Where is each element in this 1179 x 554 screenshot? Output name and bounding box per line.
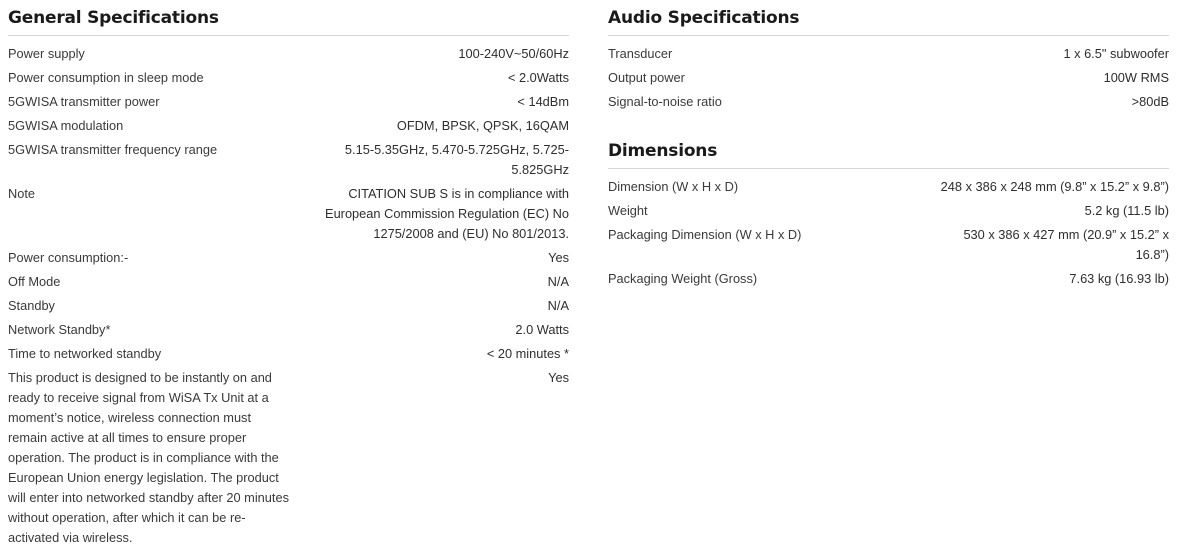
audio-specifications-heading: Audio Specifications: [608, 0, 1169, 36]
spec-value: CITATION SUB S is in compliance with European Commission Regulation (EC) No 1275/2008 and (EU) No 801/2013.: [325, 186, 569, 241]
spec-value: < 20 minutes *: [486, 346, 569, 361]
spec-row-network-standby: [8, 320, 569, 344]
spec-label: Power consumption:-: [8, 250, 129, 265]
dimensions-spec-list: [608, 169, 1169, 293]
spec-row-power-supply: [8, 44, 569, 68]
dimensions-section: [608, 133, 1169, 293]
spec-value: 5.2 kg (11.5 lb): [1084, 203, 1169, 218]
spec-row-standby: [8, 296, 569, 320]
spec-value: < 2.0Watts: [507, 70, 569, 85]
spec-row-output-power: [608, 68, 1169, 92]
spec-label: Standby: [8, 298, 55, 313]
spec-value: 248 x 386 x 248 mm (9.8” x 15.2” x 9.8”): [940, 179, 1169, 194]
spec-row-off-mode: [8, 272, 569, 296]
spec-value: 1 x 6.5" subwoofer: [1063, 46, 1169, 61]
spec-label: 5GWISA transmitter frequency range: [8, 142, 218, 157]
spec-row-packaging-dimension: [608, 225, 1169, 269]
spec-value: N/A: [547, 274, 569, 289]
spec-row-packaging-weight: [608, 269, 1169, 293]
spec-value: Yes: [548, 370, 569, 385]
spec-row-note: [8, 184, 569, 248]
spec-label: Output power: [608, 70, 685, 85]
spec-row-modulation: [8, 116, 569, 140]
spec-value: 100W RMS: [1103, 70, 1169, 85]
spec-label: Note: [8, 186, 36, 201]
spec-label: Off Mode: [8, 274, 61, 289]
spec-label: Packaging Weight (Gross): [608, 271, 758, 286]
spec-value: 530 x 386 x 427 mm (20.9” x 15.2” x 16.8”): [963, 227, 1169, 262]
spec-value: < 14dBm: [517, 94, 569, 109]
spec-row-instant-on-description: [8, 368, 569, 552]
right-column: [608, 0, 1169, 293]
general-specifications-section: [8, 0, 569, 552]
spec-row-transmitter-power: [8, 92, 569, 116]
spec-row-frequency-range: [8, 140, 569, 184]
spec-label: Power supply: [8, 46, 85, 61]
spec-value: N/A: [547, 298, 569, 313]
audio-spec-list: [608, 36, 1169, 116]
spec-label: Network Standby*: [8, 322, 111, 337]
spec-label: This product is designed to be instantly on and ready to receive signal from WiSA Tx Unit at a moment’s notice, wireless connection must remain active at all times to ensure proper operation. The product is in compliance with the European Union energy legislation. The product will enter into networked standby after 20 minutes without operation, after which it can be re-activated via wireless.: [8, 370, 289, 545]
spec-label: Power consumption in sleep mode: [8, 70, 204, 85]
spec-label: Signal-to-noise ratio: [608, 94, 722, 109]
dimensions-heading: Dimensions: [608, 133, 1169, 169]
spec-label: Transducer: [608, 46, 673, 61]
spec-label: Packaging Dimension (W x H x D): [608, 227, 802, 242]
spec-label: 5GWISA transmitter power: [8, 94, 160, 109]
spec-value: >80dB: [1131, 94, 1169, 109]
spec-row-dimension: [608, 177, 1169, 201]
spec-row-time-to-standby: [8, 344, 569, 368]
spec-value: 2.0 Watts: [515, 322, 569, 337]
spec-value: OFDM, BPSK, QPSK, 16QAM: [396, 118, 569, 133]
general-spec-list: [8, 36, 569, 552]
audio-specifications-section: [608, 0, 1169, 116]
spec-value: 5.15-5.35GHz, 5.470-5.725GHz, 5.725-5.825GHz: [344, 142, 569, 177]
spec-row-weight: [608, 201, 1169, 225]
spec-value: 7.63 kg (16.93 lb): [1069, 271, 1169, 286]
general-specifications-heading: General Specifications: [8, 0, 569, 36]
spec-row-sleep-consumption: [8, 68, 569, 92]
spec-row-signal-to-noise: [608, 92, 1169, 116]
spec-label: Time to networked standby: [8, 346, 162, 361]
spec-value: Yes: [548, 250, 569, 265]
spec-row-power-consumption: [8, 248, 569, 272]
spec-label: Weight: [608, 203, 648, 218]
spec-row-transducer: [608, 44, 1169, 68]
spec-value: 100-240V~50/60Hz: [458, 46, 569, 61]
spec-label: Dimension (W x H x D): [608, 179, 739, 194]
spec-label: 5GWISA modulation: [8, 118, 124, 133]
